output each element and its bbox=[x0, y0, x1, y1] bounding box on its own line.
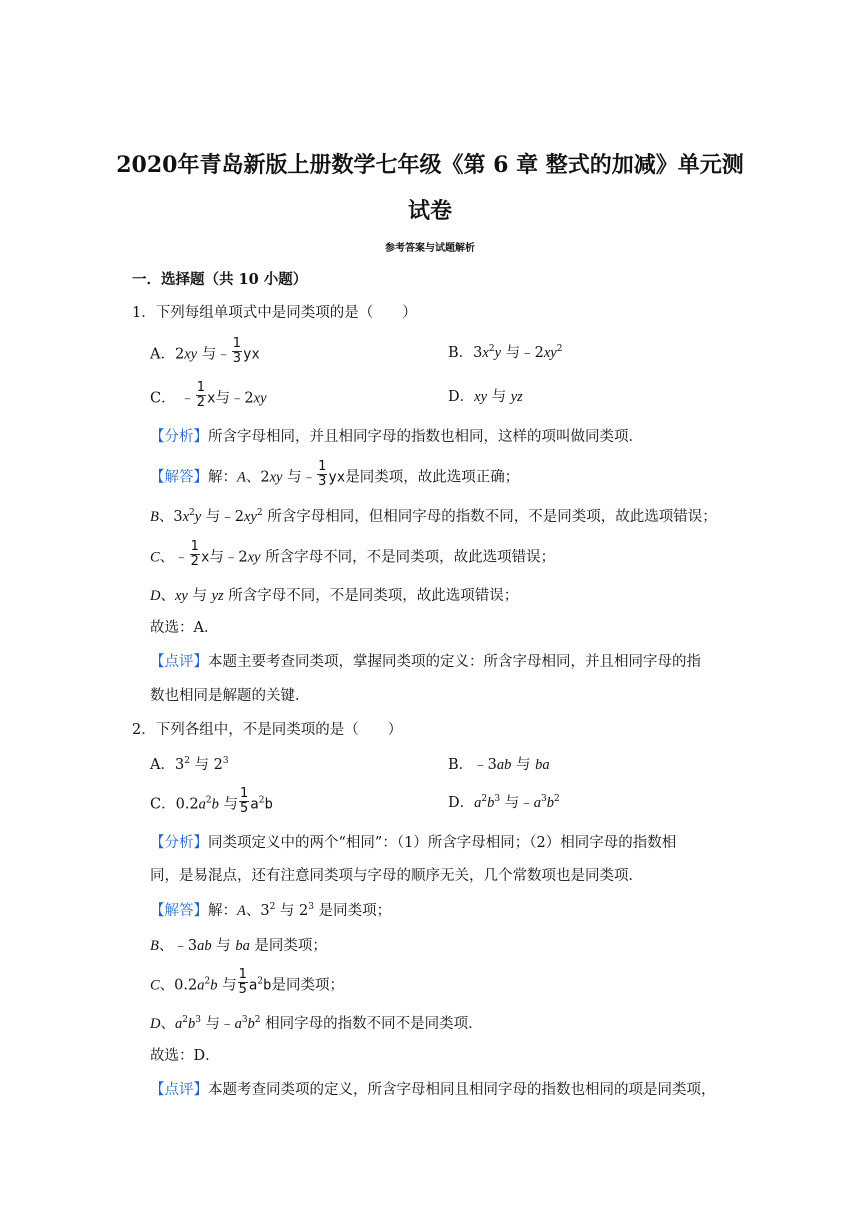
q1-option-a: A．2xy 与﹣ $\frac{1}{3}$ yx bbox=[150, 336, 260, 366]
fraction: $\frac{1}{5}$ bbox=[238, 967, 247, 997]
q1-choice: 故选：A． bbox=[150, 620, 219, 636]
q2-option-a: A．$3^2$ 与 $2^3$ bbox=[150, 756, 229, 773]
q2-answer-b: B、﹣3ab 与 ba 是同类项； bbox=[150, 938, 327, 954]
q1-option-d: D．xy 与 yz bbox=[448, 389, 523, 405]
analysis-tag: 【分析】 bbox=[150, 835, 208, 851]
q1-analysis bbox=[150, 427, 643, 447]
q1-answer-a-text: 是同类项，故此选项正确； bbox=[345, 469, 520, 486]
q1-option-a-label: A． bbox=[150, 346, 175, 363]
q1-option-d-label: D． bbox=[448, 389, 475, 405]
section-heading: 一．选择题（共 10 小题） bbox=[132, 271, 308, 288]
q1-analysis-text: 所含字母相同，并且相同字母的指数也相同，这样的项叫做同类项． bbox=[208, 429, 643, 445]
q2-answer-b-text: 是同类项； bbox=[254, 938, 327, 954]
q1-option-b: B．$3x^2y$ 与$﹣2xy^2$ bbox=[448, 344, 563, 361]
answer-tag: 【解答】 bbox=[150, 903, 208, 919]
q2-answer-a-text: 是同类项； bbox=[318, 903, 392, 919]
q1-answer-d-text: 所含字母不同，不是同类项，故此选项错误； bbox=[228, 588, 519, 604]
q2-choice: 故选：D． bbox=[150, 1048, 220, 1064]
q1-answer-b-text: 所含字母相同，但相同字母的指数不同，不是同类项，故此选项错误； bbox=[267, 509, 717, 525]
q2-analysis-line-2: 同，是易混点，还有注意同类项与字母的顺序无关，几个常数项也是同类项． bbox=[150, 868, 643, 884]
q2-answer-d-text: 相同字母的指数不同不是同类项． bbox=[265, 1016, 483, 1032]
q2-option-d: D．$a^2b^3$ 与$﹣a^3b^2$ bbox=[448, 794, 560, 811]
fraction: $\frac{1}{3}$ bbox=[232, 336, 241, 366]
q1-option-c: C． ﹣ $\frac{1}{2}$ x与﹣2xy bbox=[150, 380, 267, 410]
fraction: $\frac{1}{2}$ bbox=[190, 539, 199, 569]
q1-option-b-label: B． bbox=[448, 345, 474, 361]
fraction: $\frac{1}{2}$ bbox=[196, 380, 205, 410]
fraction: $\frac{1}{5}$ bbox=[240, 786, 249, 816]
q1-answer-d: D、xy 与 yz 所含字母不同，不是同类项，故此选项错误； bbox=[150, 588, 519, 604]
q2-answer-c: C、$0.2a^2b$ 与 $\frac{1}{5}$ $a^2b$是同类项； bbox=[150, 967, 344, 997]
q1-answer-c: C、﹣ $\frac{1}{2}$ x与﹣2xy 所含字母不同，不是同类项，故此选项错误； bbox=[150, 539, 556, 569]
q1-comment-text: 本题主要考查同类项，掌握同类项的定义：所含字母相同，并且相同字母的指 bbox=[208, 654, 701, 670]
analysis-tag: 【分析】 bbox=[150, 429, 208, 445]
comment-tag: 【点评】 bbox=[150, 1082, 208, 1098]
subtitle: 参考答案与试题解析 bbox=[385, 243, 475, 254]
q1-comment-line-2: 数也相同是解题的关键． bbox=[150, 688, 310, 704]
q1-answer-a: 【解答】解：A、2xy 与﹣ $\frac{1}{3}$ yx是同类项，故此选项正确； bbox=[150, 459, 520, 489]
q2-answer-c-text: 是同类项； bbox=[271, 977, 344, 994]
fraction: $\frac{1}{3}$ bbox=[318, 459, 327, 489]
q2-option-b: B．﹣3ab 与 ba bbox=[448, 757, 550, 773]
comment-tag: 【点评】 bbox=[150, 654, 208, 670]
q2-answer-d: D、$a^2b^3$ 与$﹣a^3b^2$ 相同字母的指数不同不是同类项． bbox=[150, 1015, 483, 1032]
q2-stem: 2．下列各组中，不是同类项的是（ ） bbox=[132, 722, 403, 738]
q1-comment bbox=[150, 652, 701, 672]
page-title-line-2: 试卷 bbox=[407, 198, 452, 224]
answer-tag: 【解答】 bbox=[150, 469, 208, 486]
q2-analysis bbox=[150, 833, 676, 853]
q2-comment-text: 本题考查同类项的定义，所含字母相同且相同字母的指数也相同的项是同类项， bbox=[208, 1082, 716, 1098]
q2-analysis-text: 同类项定义中的两个“相同”：（1）所含字母相同；（2）相同字母的指数相 bbox=[208, 835, 677, 851]
q1-answer-c-text: 所含字母不同，不是同类项，故此选项错误； bbox=[265, 549, 556, 566]
q2-option-c: C．$0.2a^2b$ 与 $\frac{1}{5}$ $a^2b$ bbox=[150, 786, 273, 816]
page-title-line-1: 2020年青岛新版上册数学七年级《第 6 章 整式的加减》单元测 bbox=[116, 152, 744, 178]
q1-answer-b: B、$3x^2y$ 与$﹣2xy^2$ 所含字母相同，但相同字母的指数不同，不是同类项，故此选项错误； bbox=[150, 508, 717, 525]
q2-comment bbox=[150, 1080, 716, 1100]
q2-answer-a: 【解答】解：A、$3^2$ 与 $2^3$ 是同类项； bbox=[150, 902, 392, 919]
q1-option-c-label: C． bbox=[150, 390, 176, 407]
q1-stem: 1．下列每组单项式中是同类项的是（ ） bbox=[132, 305, 417, 321]
